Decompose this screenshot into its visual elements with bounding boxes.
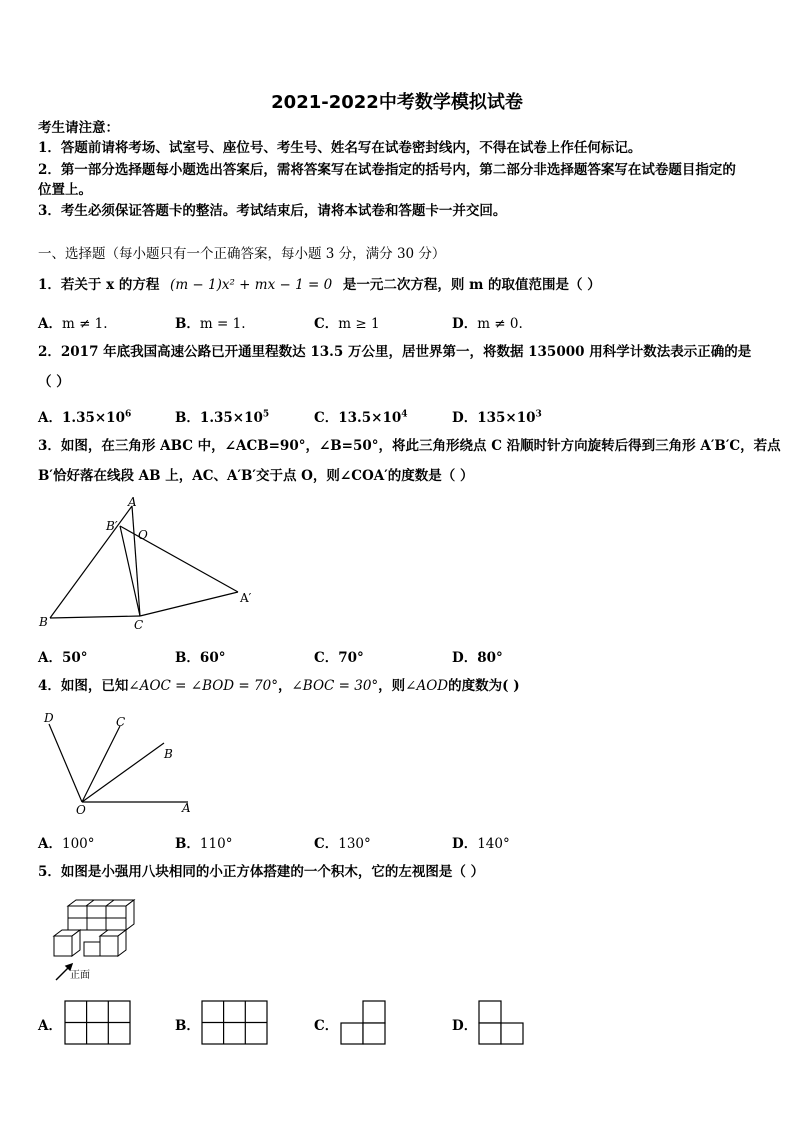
notice-item-2-cont: 位置上。 (38, 182, 92, 198)
q5-option-c-view[interactable] (340, 1000, 388, 1046)
label-o: O (138, 528, 148, 542)
page-title: 2021-2022中考数学模拟试卷 (271, 92, 523, 113)
q4-formula-3: ∠AOD (405, 678, 449, 694)
question-4: 4．如图，已知∠AOC = ∠BOD = 70°，∠BOC = 30°，则∠AOD的度数为( ) (38, 678, 520, 694)
segment-ca1 (140, 592, 238, 616)
q2-option-d[interactable]: D．$135\times 10^3$ (452, 409, 542, 426)
ray-oc (82, 726, 120, 802)
notice-item-2: 2．第一部分选择题每小题选出答案后，需将答案写在试卷指定的括号内，第二部分非选择题答案写在试卷题目指定的 (38, 162, 736, 178)
q5-option-c-label[interactable]: C． (314, 1018, 339, 1034)
ray-ob (82, 743, 164, 802)
notice-heading: 考生请注意： (38, 120, 119, 136)
q4-figure (36, 708, 198, 816)
question-3: 3．如图，在三角形 ABC 中，∠ACB=90°，∠B=50°，将此三角形绕点 C 沿顺时针方向旋转后得到三角形 A′B′C，若点 (38, 438, 781, 454)
question-2: 2．2017 年底我国高速公路已开通里程数达 13.5 万公里，居世界第一，将数据 135000 用科学计数法表示正确的是 (38, 344, 752, 360)
q4-option-d[interactable]: D．140° (452, 836, 510, 852)
q4-option-a[interactable]: A．100° (38, 836, 95, 852)
q2-option-a[interactable]: A．$1.35\times 10^6$ (38, 409, 132, 426)
notice-item-1: 1．答题前请将考场、试室号、座位号、考生号、姓名写在试卷密封线内，不得在试卷上作任何标记。 (38, 140, 642, 156)
label-c: C (134, 618, 144, 632)
q4-option-c[interactable]: C．130° (314, 836, 371, 852)
q5-option-b-view[interactable] (201, 1000, 271, 1046)
q2-option-c[interactable]: C．$13.5\times 10^4$ (314, 409, 408, 426)
label-a: A (128, 496, 137, 509)
front-label: 正面 (70, 970, 90, 981)
question-2-blank: （ ） (38, 374, 70, 390)
notice-item-3: 3．考生必须保证答题卡的整洁。考试结束后，请将本试卷和答题卡一并交回。 (38, 203, 507, 219)
question-3-cont: B′恰好落在线段 AB 上，AC、A′B′交于点 O，则∠COA′的度数是（ ） (38, 468, 474, 484)
q1-pre: 1．若关于 x 的方程 (38, 277, 160, 293)
segment-ba (50, 506, 132, 618)
section-heading: 一、选择题（每小题只有一个正确答案，每小题 3 分，满分 30 分） (38, 246, 446, 262)
q1-formula: (m − 1)x² + mx − 1 = 0 (170, 277, 333, 293)
label-c: C (116, 715, 126, 729)
label-d: D (44, 711, 54, 725)
ray-od (49, 724, 82, 802)
q5-option-d-label[interactable]: D． (452, 1018, 478, 1034)
q5-option-a-label[interactable]: A． (38, 1018, 62, 1034)
label-a-prime: A′ (240, 591, 252, 605)
label-a: A (182, 801, 191, 815)
q1-option-c[interactable]: C．m ≥ 1 (314, 316, 380, 332)
q5-cube-figure (44, 896, 144, 988)
q1-option-d[interactable]: D．m ≠ 0. (452, 316, 523, 332)
q5-option-d-view[interactable] (478, 1000, 526, 1046)
q1-option-a[interactable]: A．m ≠ 1. (38, 316, 108, 332)
label-b-prime: B′ (106, 519, 118, 533)
q5-option-a-view[interactable] (64, 1000, 134, 1046)
question-5: 5．如图是小强用八块相同的小正方体搭建的一个积木，它的左视图是（ ） (38, 864, 485, 880)
q3-option-a[interactable]: A．50° (38, 650, 88, 666)
q3-option-b[interactable]: B．60° (175, 650, 226, 666)
q3-option-d[interactable]: D．80° (452, 650, 503, 666)
q3-option-c[interactable]: C．70° (314, 650, 364, 666)
q2-option-b[interactable]: B．$1.35\times 10^5$ (175, 409, 270, 426)
q4-formula-1: ∠AOC = ∠BOD = 70° (128, 678, 278, 694)
q4-formula-2: ∠BOC = 30° (291, 678, 379, 694)
q5-option-b-label[interactable]: B． (175, 1018, 200, 1034)
segment-bc (50, 616, 140, 618)
q1-post: 是一元二次方程，则 m 的取值范围是（ ） (342, 277, 601, 293)
q1-option-b[interactable]: B．m = 1. (175, 316, 246, 332)
question-1 (38, 275, 601, 295)
label-b: B (39, 615, 48, 629)
q3-figure (36, 496, 266, 634)
q4-option-b[interactable]: B．110° (175, 836, 233, 852)
label-o: O (76, 803, 86, 816)
label-b: B (164, 747, 173, 761)
